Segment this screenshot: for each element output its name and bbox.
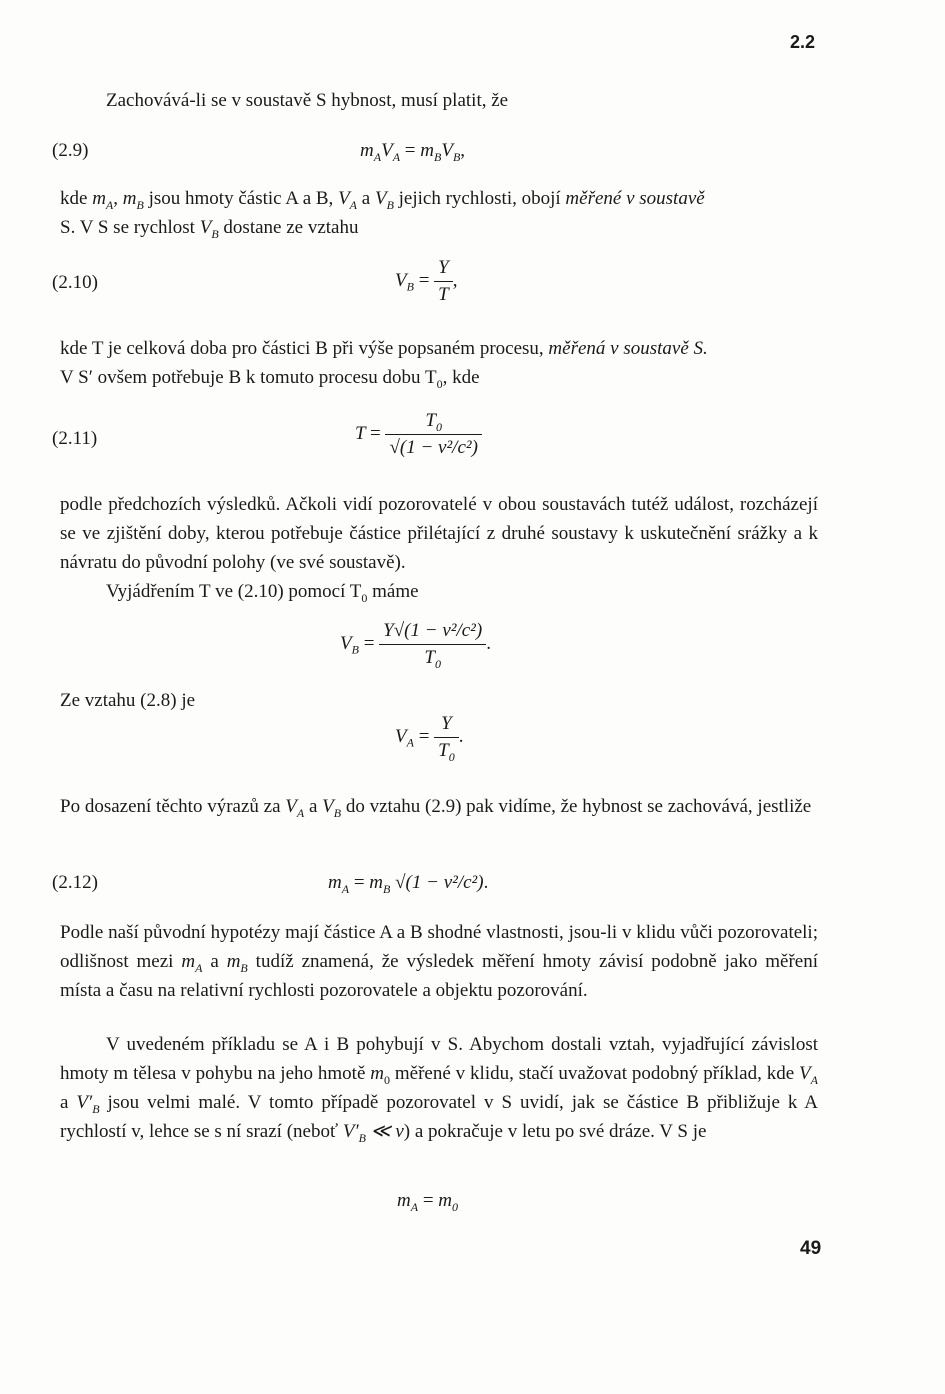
paragraph-7: Po dosazení těchto výrazů za $V_A$ a $V_B$ do vztahu (2.9) pak vidíme, že hybnost se zachovává, jestliže [60,796,812,820]
paragraph-5: Vyjádřením T ve (2.10) pomocí $T_0$ máme [106,581,419,605]
equation-number-2-10: (2.10) [52,272,98,293]
equation-2-11: T = $\frac{T_0}{\text{√(1 − v²/c²)}}$ [355,410,482,459]
equation-2-12: $m_A = m_B$ √(1 − v²/c²). [328,872,489,896]
paragraph-6: Ze vztahu (2.8) je [60,690,196,711]
equation-va: $V_A$ = $\frac{Y}{T_0}$ . [395,713,464,764]
equation-number-2-12: (2.12) [52,872,98,893]
paragraph-2: kde $m_A$, $m_B$ jsou hmoty částic A a B, $V_A$ a $V_B$ jejich rychlosti, obojí měřené v soustavě S. V S se rychlost $V_B$ dostane ze vztahu [60,188,705,241]
equation-2-10: $V_B$ = $\frac{Y}{T}$ , [395,257,458,305]
paragraph-8: Podle naší původní hypotézy mají částice A a B shodné vlastnosti, jsou-li v klidu vůči pozorovateli; odlišnost mezi $m_A$ a $m_B$ tudíž znamená, že výsledek měření hmoty závisí podobně jako měření místa a času na relativní rychlosti pozorovatele a objektu pozorování. [60,922,818,1001]
section-number: 2.2 [790,32,816,52]
equation-number-2-9: (2.9) [52,140,89,161]
paragraph-3: kde T je celková doba pro částici B při výše popsaném procesu, měřená v soustavě S. V S′ ovšem potřebuje B k tomuto procesu dobu $T_0$, kde [60,338,708,391]
equation-m0: $m_A = m_0$ [397,1190,459,1214]
paragraph-1: Zachovává-li se v soustavě S hybnost, musí platit, že [106,90,509,111]
page-number: 49 [800,1238,822,1259]
paragraph-9: V uvedeném příkladu se A i B pohybují v S. Abychom dostali vztah, vyjadřující závislost hmoty m tělesa v pohybu na jeho hmotě $m_0$ měřené v klidu, stačí uvažovat podobný příklad, kde $V_A$ a $V'_B$ jsou velmi malé. V tomto případě pozorovatel v S uvidí, jak se částice B přibližuje k A rychlostí v, lehce se s ní srazí (neboť $V'_B$ ≪ v) a pokračuje v letu po své dráze. V S je [60,1034,818,1145]
equation-number-2-11: (2.11) [52,428,98,449]
equation-vb: $V_B$ = $\frac{\text{Y√(1 − v²/c²)}}{T_0}$ . [340,620,491,671]
equation-2-9: $m_AV_A = m_BV_B$, [360,140,466,164]
paragraph-4: podle předchozích výsledků. Ačkoli vidí pozorovatelé v obou soustavách tutéž událost, rozcházejí se ve zjištění doby, kterou potřebuje částice přilétající z druhé soustavy k uskutečnění srážky a k návratu do původní polohy (ve své soustavě). [60,494,818,573]
